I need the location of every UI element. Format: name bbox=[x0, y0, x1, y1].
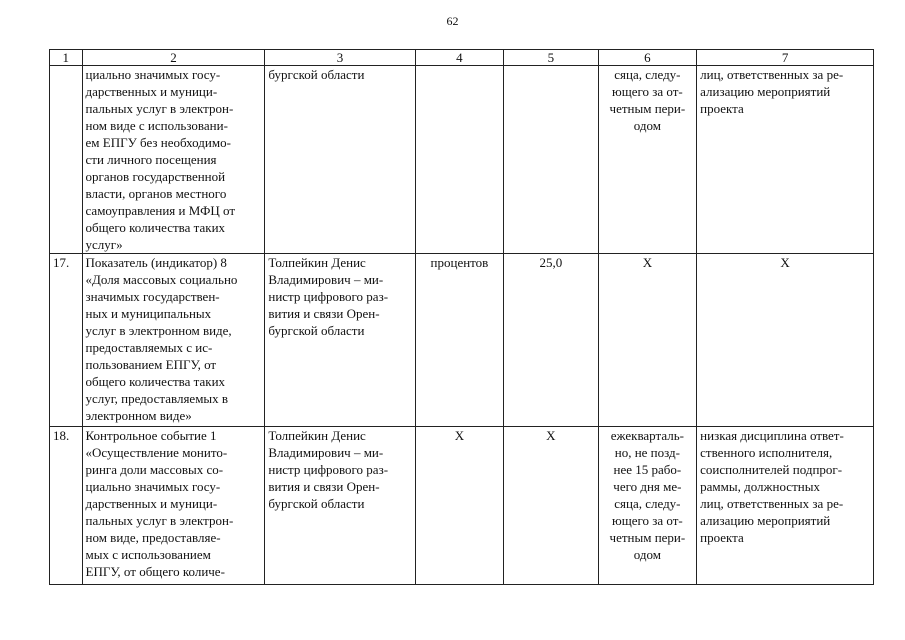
row-number: 17. bbox=[50, 254, 83, 427]
column-header: 4 bbox=[415, 50, 503, 66]
column-header: 2 bbox=[82, 50, 265, 66]
page-number: 62 bbox=[446, 14, 459, 28]
row-number bbox=[50, 66, 83, 254]
column-header: 6 bbox=[598, 50, 697, 66]
risk-cell: Х bbox=[697, 254, 874, 427]
indicator-name: циально значимых госу- дарственных и муници- пальных услуг в электрон- ном виде с использовани- ем ЕПГУ без необходимо- сти личного посещения органов государственной власти, органов местного самоуправления и МФЦ от общего количества таких услуг» bbox=[82, 66, 265, 254]
responsible-person: бургской области bbox=[265, 66, 415, 254]
unit-cell: Х bbox=[415, 427, 503, 585]
responsible-person: Толпейкин Денис Владимирович – ми- нистр цифрового раз- вития и связи Орен- бургской области bbox=[265, 254, 415, 427]
column-header: 5 bbox=[504, 50, 598, 66]
deadline-cell: ежекварталь- но, не позд- нее 15 рабо- чего дня ме- сяца, следу- ющего за от- четным пери- одом bbox=[598, 427, 697, 585]
column-header: 3 bbox=[265, 50, 415, 66]
unit-cell: процентов bbox=[415, 254, 503, 427]
value-cell: Х bbox=[504, 427, 598, 585]
table-row bbox=[50, 66, 874, 254]
column-header: 1 bbox=[50, 50, 83, 66]
deadline-cell: Х bbox=[598, 254, 697, 427]
responsible-person: Толпейкин Денис Владимирович – ми- нистр цифрового раз- вития и связи Орен- бургской области bbox=[265, 427, 415, 585]
table-row bbox=[50, 254, 874, 427]
unit-cell bbox=[415, 66, 503, 254]
indicator-name: Контрольное событие 1 «Осуществление монито- ринга доли массовых со- циально значимых госу- дарственных и муници- пальных услуг в электрон- ном виде, предоставляе- мых с использованием ЕПГУ, от общего количе- bbox=[82, 427, 265, 585]
risk-cell: низкая дисциплина ответ- ственного исполнителя, соисполнителей подпрог- раммы, должностных лиц, ответственных за ре- ализацию мероприятий проекта bbox=[697, 427, 874, 585]
value-cell: 25,0 bbox=[504, 254, 598, 427]
deadline-cell: сяца, следу- ющего за от- четным пери- одом bbox=[598, 66, 697, 254]
risk-cell: лиц, ответственных за ре- ализацию мероприятий проекта bbox=[697, 66, 874, 254]
table-row bbox=[50, 427, 874, 585]
value-cell bbox=[504, 66, 598, 254]
column-header: 7 bbox=[697, 50, 874, 66]
indicator-name: Показатель (индикатор) 8 «Доля массовых социально значимых государствен- ных и муниципальных услуг в электронном виде, предоставляемых с ис- пользованием ЕПГУ, от общего количества таких услуг, предоставляемых в электронном виде» bbox=[82, 254, 265, 427]
table-header-row bbox=[50, 50, 874, 66]
row-number: 18. bbox=[50, 427, 83, 585]
document-table bbox=[49, 49, 874, 585]
